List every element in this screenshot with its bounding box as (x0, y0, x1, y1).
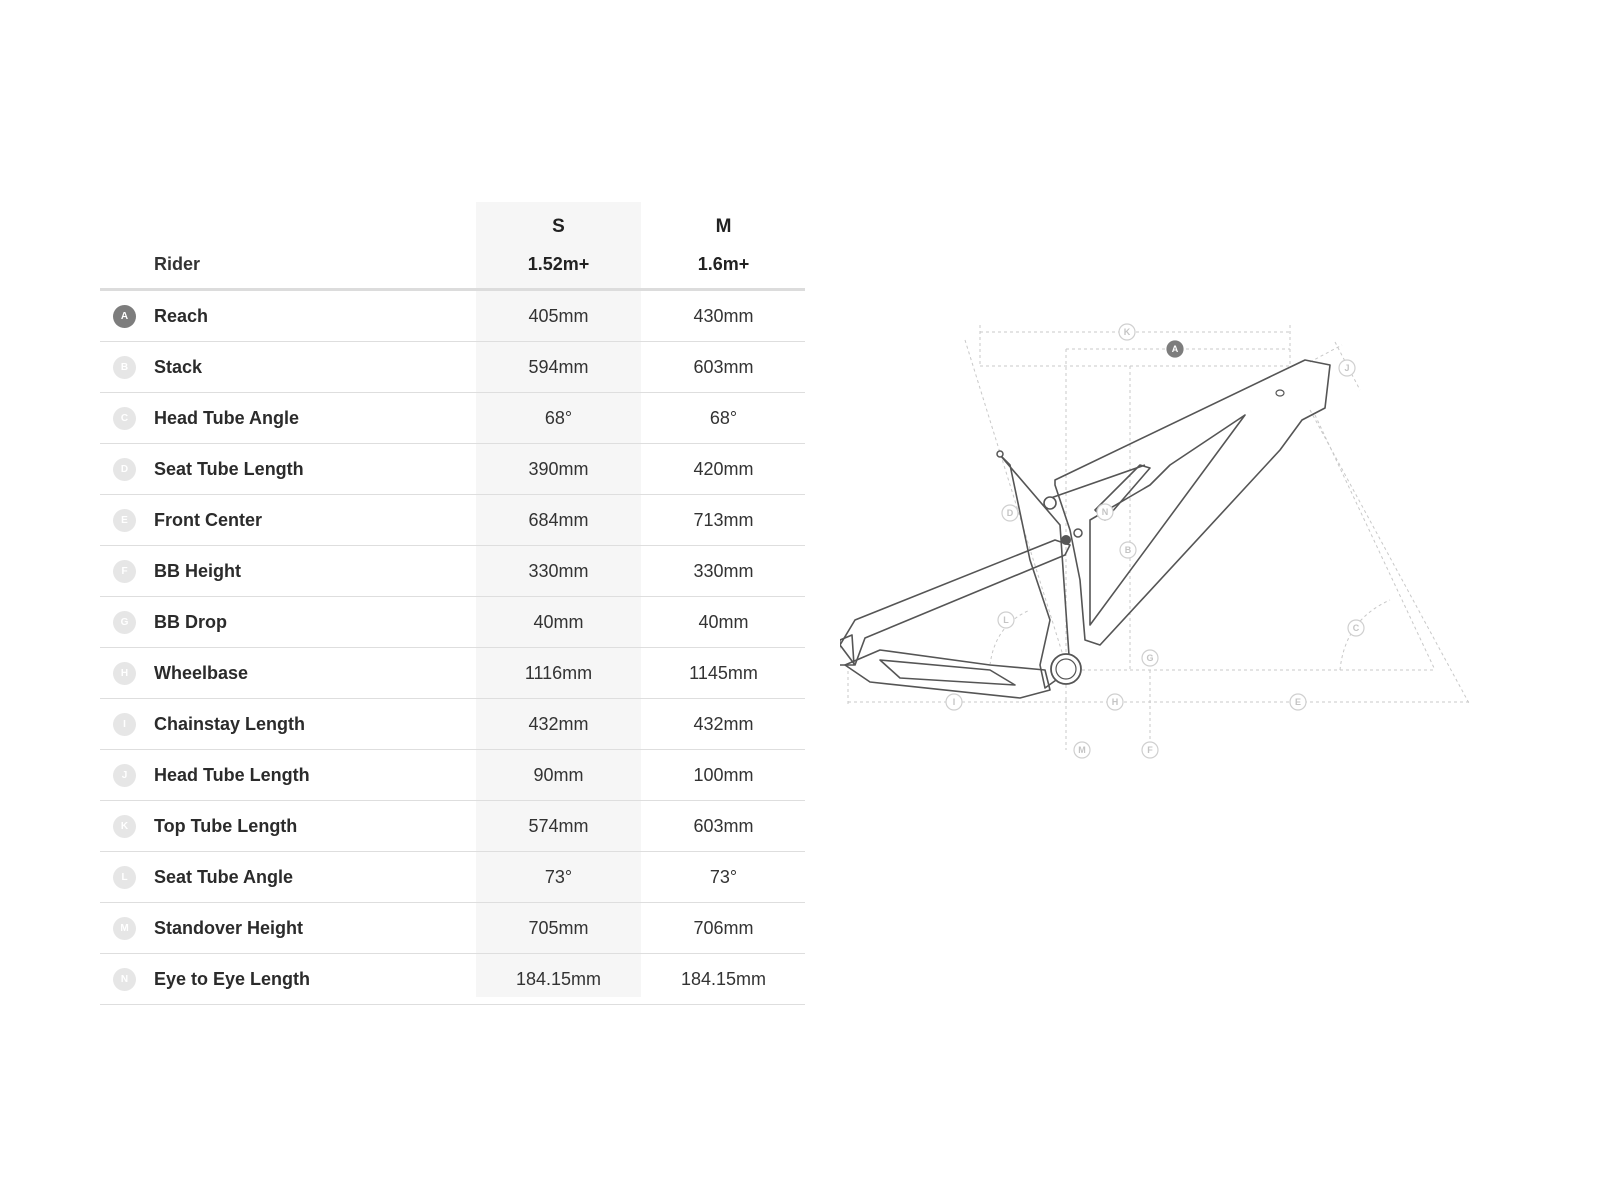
diagram-badge-j (1339, 360, 1355, 376)
diagram-badge-d (1002, 505, 1018, 521)
measurement-letter-badge: M (113, 917, 136, 940)
size-s-value: 390mm (528, 459, 589, 479)
table-row (100, 954, 805, 1005)
table-row (100, 852, 805, 903)
diagram-badge-l (998, 612, 1014, 628)
size-s-value: 40mm (533, 612, 584, 632)
measurement-name: Reach (154, 306, 209, 326)
table-row (100, 342, 805, 393)
diagram-badge-n (1097, 504, 1113, 520)
size-m-value: 100mm (693, 765, 754, 785)
size-s-value: 594mm (528, 357, 589, 377)
measurement-name: Head Tube Length (154, 765, 310, 785)
frame-geometry-diagram (840, 320, 1520, 790)
rider-height-s: 1.52m+ (527, 254, 590, 274)
size-s-value: 90mm (533, 765, 584, 785)
measurement-letter-badge: L (113, 866, 136, 889)
diagram-badge-b (1120, 542, 1136, 558)
svg-text:N: N (1101, 507, 1109, 518)
measurement-name: Standover Height (154, 918, 304, 938)
measurement-name: Stack (154, 357, 203, 377)
measurement-name: BB Drop (154, 612, 227, 632)
diagram-badge-c (1348, 620, 1364, 636)
measurement-letter-badge: K (113, 815, 136, 838)
size-m-value: 420mm (693, 459, 754, 479)
size-m-value: 330mm (693, 561, 754, 581)
measurement-letter-badge: J (113, 764, 136, 787)
measurement-letter-badge: D (113, 458, 136, 481)
svg-text:A: A (1171, 344, 1179, 355)
size-s-value: 1116mm (524, 663, 593, 683)
measurement-name: Seat Tube Length (154, 459, 304, 479)
diagram-badge-m (1074, 742, 1090, 758)
size-s-value: 684mm (528, 510, 589, 530)
table-row (100, 393, 805, 444)
table-row (100, 801, 805, 852)
frame-pivots (997, 390, 1284, 684)
size-s-value: 184.15mm (515, 969, 602, 989)
measurement-name: Eye to Eye Length (154, 969, 311, 989)
table-row (100, 291, 805, 342)
bike-frame (840, 360, 1330, 698)
size-s-value: 432mm (528, 714, 589, 734)
size-m-value: 432mm (693, 714, 754, 734)
size-m-value: 1145mm (689, 663, 758, 683)
table-row (100, 444, 805, 495)
diagram-badge-i (946, 694, 962, 710)
measurement-letter-badge: C (113, 407, 136, 430)
measurement-letter-badge: G (113, 611, 136, 634)
diagram-badge-h (1107, 694, 1123, 710)
table-row (100, 495, 805, 546)
size-m-value: 603mm (693, 816, 754, 836)
dimension-guides (848, 325, 1470, 750)
measurement-name: Top Tube Length (154, 816, 298, 836)
measurement-letter-badge: A (113, 305, 136, 328)
size-s-value: 405mm (528, 306, 589, 326)
measurement-letter-badge: B (113, 356, 136, 379)
size-s-value: 73° (544, 867, 573, 887)
size-s-value: 574mm (528, 816, 589, 836)
size-s-value: 68° (544, 408, 573, 428)
rider-height-m: 1.6m+ (697, 254, 750, 274)
svg-text:H: H (1111, 697, 1119, 708)
svg-text:F: F (1147, 745, 1153, 756)
size-m-value: 713mm (693, 510, 754, 530)
size-m-header: M (715, 216, 732, 237)
measurement-name: Chainstay Length (154, 714, 306, 734)
svg-text:K: K (1123, 327, 1131, 338)
size-s-header: S (552, 216, 565, 237)
measurement-letter-badge: F (113, 560, 136, 583)
size-m-value: 73° (709, 867, 738, 887)
svg-text:M: M (1078, 745, 1086, 756)
table-row (100, 648, 805, 699)
size-m-value: 603mm (693, 357, 754, 377)
table-body (100, 291, 805, 1005)
svg-text:J: J (1344, 363, 1350, 374)
measurement-name: Head Tube Angle (154, 408, 300, 428)
diagram-badge-a (1167, 341, 1183, 357)
size-m-value: 706mm (693, 918, 754, 938)
size-m-value: 430mm (693, 306, 754, 326)
diagram-badge-k (1119, 324, 1135, 340)
table-row (100, 546, 805, 597)
table-row (100, 903, 805, 954)
table-row (100, 597, 805, 648)
svg-text:B: B (1124, 545, 1132, 556)
table-row (100, 750, 805, 801)
svg-text:C: C (1352, 623, 1360, 634)
diagram-badge-f (1142, 742, 1158, 758)
measurement-name: Seat Tube Angle (154, 867, 294, 887)
measurement-name: Wheelbase (154, 663, 249, 683)
measurement-letter-badge: H (113, 662, 136, 685)
measurement-letter-badge: I (113, 713, 136, 736)
diagram-badge-e (1290, 694, 1306, 710)
svg-text:G: G (1146, 653, 1154, 664)
measurement-letter-badge: N (113, 968, 136, 991)
geometry-table (100, 202, 805, 1005)
measurement-letter-badge: E (113, 509, 136, 532)
svg-text:I: I (952, 697, 956, 708)
size-s-value: 705mm (528, 918, 589, 938)
measurement-name: Front Center (154, 510, 262, 530)
table-header (100, 202, 805, 291)
diagram-badge-g (1142, 650, 1158, 666)
svg-text:E: E (1294, 697, 1302, 708)
rider-label: Rider (154, 254, 201, 274)
size-m-value: 184.15mm (680, 969, 767, 989)
size-m-value: 40mm (698, 612, 749, 632)
svg-text:L: L (1003, 615, 1009, 626)
measurement-name: BB Height (154, 561, 241, 581)
size-m-value: 68° (709, 408, 738, 428)
svg-text:D: D (1006, 508, 1014, 519)
table-row (100, 699, 805, 750)
size-s-value: 330mm (528, 561, 589, 581)
